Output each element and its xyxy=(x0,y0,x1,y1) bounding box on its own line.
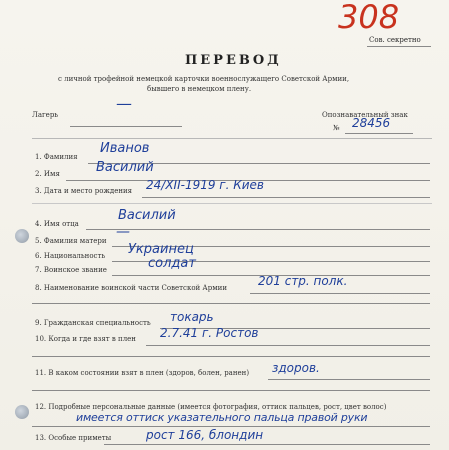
birth-value: 24/XII-1919 г. Киев xyxy=(146,178,265,192)
camp-value: — xyxy=(116,94,132,113)
unit-label: 8. Наименование воинской части Советской Армии xyxy=(35,284,227,292)
mother-surname-value: — xyxy=(116,224,130,240)
birth-label: 3. Дата и место рождения xyxy=(35,187,133,195)
special-marks-label: 13. Особые приметы xyxy=(35,434,112,442)
camp-label: Лагерь xyxy=(32,111,59,119)
nationality-value: Украинец xyxy=(128,242,194,257)
id-tag-value: 28456 xyxy=(352,116,391,130)
special-marks-value: рост 166, блондин xyxy=(146,428,264,442)
rank-label: 7. Воинское звание xyxy=(35,266,107,274)
first-name-label: 2. Имя xyxy=(35,170,60,178)
father-name-value: Василий xyxy=(118,208,176,223)
profession-value: токарь xyxy=(170,310,214,324)
mother-surname-label: 5. Фамилия матери xyxy=(35,237,107,245)
secrecy-mark: Сов. секретно xyxy=(369,36,421,44)
id-tag-number-sign: № xyxy=(333,124,340,132)
unit-value: 201 стр. полк. xyxy=(258,274,348,288)
condition-value: здоров. xyxy=(272,361,320,375)
personal-data-value: имеется оттиск указательного пальца правой руки xyxy=(76,411,368,424)
surname-label: 1. Фамилия xyxy=(35,153,78,161)
subtitle-line-1: с личной трофейной немецкой карточки военнослужащего Советской Армии, xyxy=(58,75,350,83)
punch-hole-top xyxy=(15,229,29,243)
capture-label: 10. Когда и где взят в плен xyxy=(35,335,136,343)
page-title: ПЕРЕВОД xyxy=(185,53,282,68)
first-name-value: Василий xyxy=(96,160,154,175)
rank-value: солдат xyxy=(148,256,196,271)
punch-hole-bottom xyxy=(15,405,29,419)
archive-number: 308 xyxy=(338,0,400,36)
subtitle-line-2: бывшего в немецком плену. xyxy=(147,85,252,93)
nationality-label: 6. Национальность xyxy=(35,252,106,260)
id-tag-label: Опознавательный знак xyxy=(322,111,408,119)
father-name-label: 4. Имя отца xyxy=(35,220,79,228)
personal-data-label: 12. Подробные персональные данные (имеется фотография, оттиск пальцев, рост, цвет волос) xyxy=(35,403,387,411)
capture-value: 2.7.41 г. Ростов xyxy=(160,326,259,340)
surname-value: Иванов xyxy=(100,141,150,156)
profession-label: 9. Гражданская специальность xyxy=(35,319,151,327)
condition-label: 11. В каком состоянии взят в плен (здоров, болен, ранен) xyxy=(35,369,250,377)
